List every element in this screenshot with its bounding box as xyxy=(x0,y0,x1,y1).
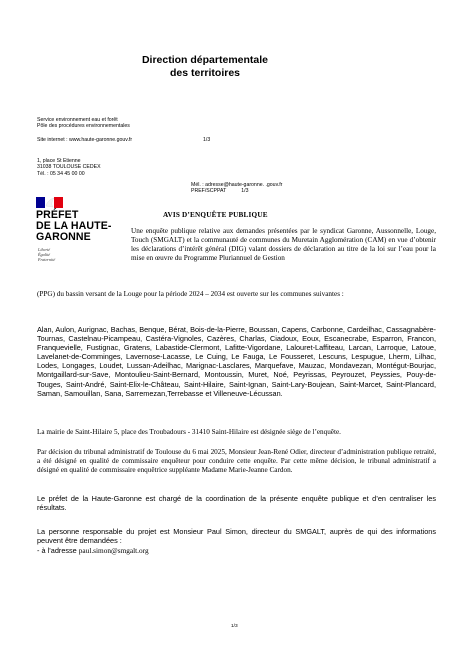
address-block xyxy=(37,158,101,177)
republic-motto xyxy=(38,247,55,262)
marianne-logo-icon xyxy=(36,197,63,208)
notice-title: AVIS D’ENQUÊTE PUBLIQUE xyxy=(163,211,268,219)
motto-fraternite: Fraternité xyxy=(38,257,56,262)
address-street: 1, place St Etienne xyxy=(37,158,81,164)
direction-title xyxy=(120,54,290,80)
prefet-line2: DE LA HAUTE- xyxy=(36,220,112,232)
address-phone: Tél. : 05 34 45 00 00 xyxy=(37,170,85,177)
contact-block xyxy=(191,182,282,195)
intro-paragraph-continued: (PPG) du bassin versant de la Louge pour la période 2024 – 2034 est ouverte sur les communes suivantes : xyxy=(37,290,344,298)
pole-name: Pôle des procédures environnementales xyxy=(37,123,130,130)
motto-egalite: Égalité xyxy=(38,252,51,257)
site-page-number: 1/3 xyxy=(203,137,211,143)
communes-list: Alan, Aulon, Aurignac, Bachas, Benque, Bérat, Bois-de-la-Pierre, Boussan, Capens, Carbonne, Cardeilhac, Cassagnabère-Tournas, Castelnau-Picampeau, Castéra-Vignoles, Cazères, Charlas, Ciadoux, Eoux, Escanecrabe, Esparron, Francon, Franquevielle, Fustignac, Gratens, Labastide-Clermont, Lafitte-Vigordane, Lalouret-Laffiteau, Larcan, Larroque, Latoue, Lavelanet-de-Comminges, Lavernose-Lacasse, Le Cuing, Le Fauga, Le Fousseret, Lescuns, Lespugue, Lherm, Lilhac, Lodes, Longages, Loudet, Lussan-Adeilhac, Marignac-Lasclares, Marquefave, Mauzac, Mondavezan, Montégut-Bourjac, Montgaillard-sur-Save, Montoulieu-Saint-Bernard, Montoussin, Muret, Noé, Peyrissas, Peyrouzet, Peyssies, Pouy-de-Touges, Saint-André, Saint-Elix-le-Château, Saint-Hilaire, Saint-Ignan, Saint-Lary-Boujean, Saint-Marcet, Saint-Plancard, Saman, Samouillan, Sana, Sarremezan,Terrebasse et Villeneuve-Lécussan. xyxy=(37,325,436,398)
contact-ref xyxy=(191,188,282,194)
intro-paragraph: Une enquête publique relative aux demandes présentées par le syndicat Garonne, Aussonnelle, Louge, Touch (SMGALT) et la communauté de communes du Muretain Agglomération (CAM) en vue d’obtenir les déclarations d’intérêt général (DIG) valant dossiers de déclaration au titre de la loi sur l’eau pour la mise en œuvre du Programme Pluriannuel de Gestion xyxy=(131,227,436,263)
ref-page: 1/3 xyxy=(241,188,249,195)
mairie-paragraph: La mairie de Saint-Hilaire 5, place des Troubadours - 31410 Saint-Hilaire est désignée siège de l’enquête. xyxy=(37,428,341,436)
site-url: Site internet : www.haute-garonne.gouv.fr xyxy=(37,137,133,143)
direction-line1: Direction départementale xyxy=(141,54,269,66)
service-block xyxy=(37,117,130,130)
email-prefix: - à l’adresse xyxy=(37,546,79,555)
page-number: 1/3 xyxy=(231,624,238,629)
responsable-paragraph: La personne responsable du projet est Monsieur Paul Simon, directeur du SMGALT, auprès de qui des informations peuvent être demandées : xyxy=(37,527,436,546)
address-city: 31038 TOULOUSE CEDEX xyxy=(37,164,101,171)
prefet-logo-text xyxy=(36,210,112,243)
contact-mail: Mél. : adresse@haute-garonne. .gouv.fr xyxy=(191,182,283,188)
ref-code: PREF/SCPPAT xyxy=(191,188,227,195)
prefet-line1: PRÉFET xyxy=(36,209,79,221)
email-address: paul.simon@smgalt.org xyxy=(78,546,149,555)
motto-liberte: Liberté xyxy=(38,247,51,252)
service-name: Service environnement eau et forêt xyxy=(37,117,118,123)
decision-paragraph: Par décision du tribunal administratif de Toulouse du 6 mai 2025, Monsieur Jean-René Odier, directeur d’administration publique retraité, a été désigné en qualité de commissaire enquêteur pour conduire cette enquête. Par cette même décision, le tribunal administratif a désigné en qualité de commissaire enquêtrice suppléante Madame Marie-Jeanne Cardon. xyxy=(37,448,436,475)
prefet-paragraph: Le préfet de la Haute-Garonne est chargé de la coordination de la présente enquête publique et d’en centraliser les résultats. xyxy=(37,494,436,513)
email-line xyxy=(37,546,149,555)
prefet-line3: GARONNE xyxy=(36,231,91,243)
direction-line2: des territoires xyxy=(169,67,241,79)
